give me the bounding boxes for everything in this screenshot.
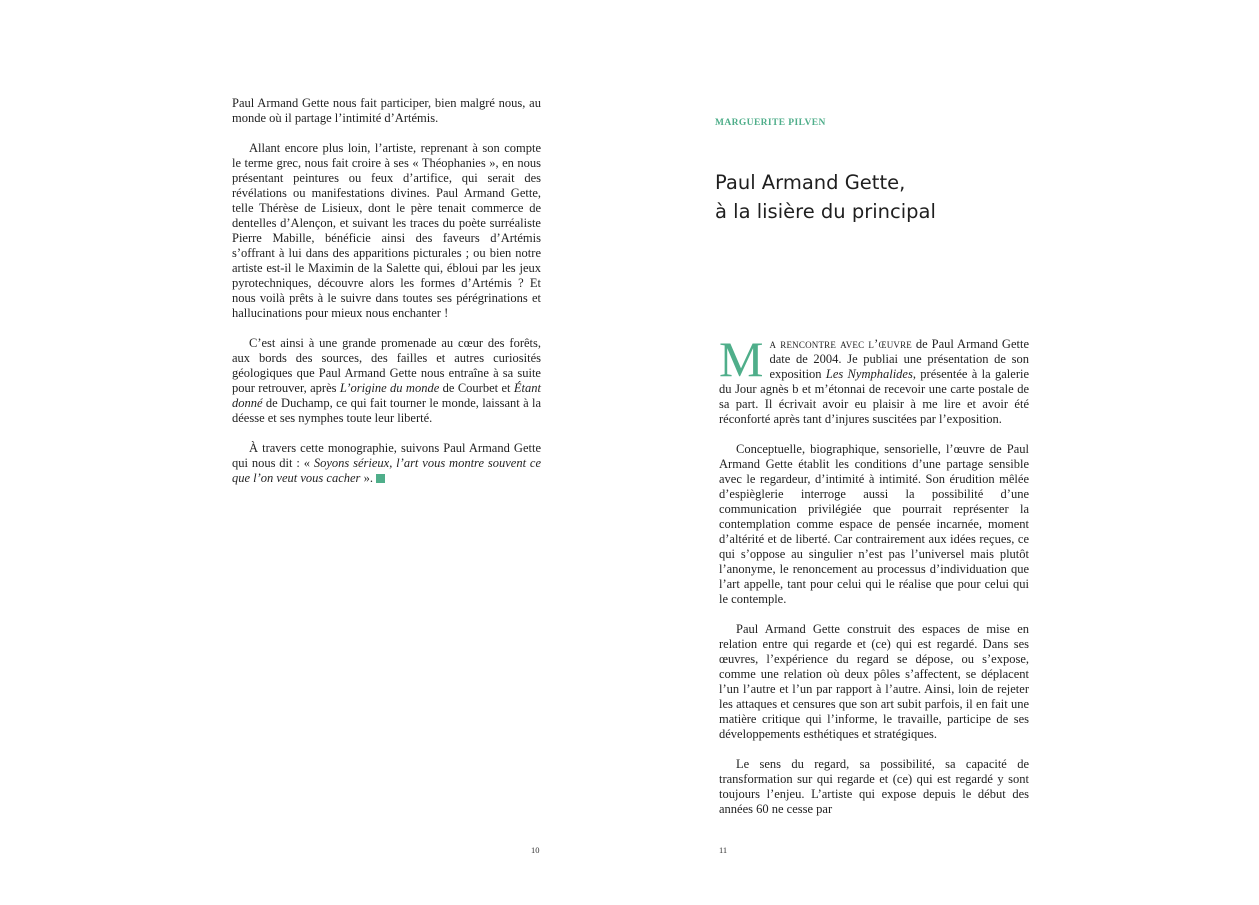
italic-text: Les Nymphalides: [825, 367, 913, 381]
opening-small-caps: a rencontre avec l’œuvre: [769, 337, 912, 351]
body-paragraph: [232, 141, 541, 321]
author-name: MARGUERITE PILVEN: [715, 118, 826, 128]
chapter-title-line-2: à la lisière du principal: [715, 200, 936, 223]
text-run: de Duchamp, ce qui fait tourner le monde, laissant à la déesse et ses nymphes toute leur liberté.: [232, 396, 541, 425]
body-paragraph: [232, 96, 541, 126]
text-run: Allant encore plus loin, l’artiste, reprenant à son compte le terme grec, nous fait croire à ses « Théophanies », en nous présentant peintures ou feux d’artifice, qui serait des révélations ou manifestations divines. Paul Armand Gette, telle Thérèse de Lisieux, dont le père tenait commerce de dentelles d’Alençon, et suivant les traces du poète surréaliste Pierre Mabille, bénéficie ainsi des faveurs d’Artémis s’offrant à lui dans des apparitions picturales ; ou bien notre artiste est-il le Maximin de la Salette qui, ébloui par les jeux pyrotechniques, découvre alors les formes d’Artémis ? Et nous voilà prêts à le suivre dans toutes ses pérégrinations et hallucinations pour mieux nous enchanter !: [232, 141, 541, 320]
body-paragraph: [232, 441, 541, 486]
body-paragraph: [719, 442, 1029, 607]
text-run: , présentée à la galerie du Jour agnès b et m’étonnai de recevoir une carte postale de sa part. Il écrivait avoir eu plaisir à me lire et avoir été réconforté après tant d’injures suscitées par l’exposition.: [719, 367, 1030, 426]
right-body-text: [719, 331, 1030, 832]
body-paragraph: [232, 336, 541, 426]
text-run: Conceptuelle, biographique, sensorielle, l’œuvre de Paul Armand Gette établit les conditions d’une partage sensible avec le regardeur, d’intimité à intimité. Son érudition mêlée d’espièglerie interroge aussi la possibilité d’une communication privilégiée que pourrait représenter la contemplation comme espace de pensée incarnée, moment d’altérité et de liberté. Car contrairement aux idées reçues, ce qui s’oppose au singulier n’est pas l’universel mais plutôt l’anonyme, le renoncement au processus d’individuation que l’art appelle, tant pour celui qui le réalise que pour celui qui le contemple.: [719, 442, 1029, 606]
text-run: Paul Armand Gette construit des espaces de mise en relation entre qui regarde et (ce) qui est regardé. Dans ses œuvres, l’expérience du regard se dépose, ou s’expose, comme une relation où deux pôles s’affectent, se déplacent l’un l’autre et l’un par rapport à l’autre. Ainsi, loin de rejeter les attaques et censures que son art subit parfois, il en fait une matière critique qui l’informe, le travaille, participe de ses développements esthétiques et stratégiques.: [719, 622, 1029, 741]
left-page: [0, 0, 629, 905]
end-of-text-square-icon: [376, 474, 385, 483]
text-run: Paul Armand Gette nous fait participer, bien malgré nous, au monde où il partage l’intimité d’Artémis.: [232, 96, 541, 125]
chapter-title: [715, 168, 1075, 226]
page-number-right: 11: [719, 845, 728, 855]
body-paragraph: [719, 757, 1029, 817]
text-run: Le sens du regard, sa possibilité, sa capacité de transformation sur qui regarde et (ce) qui est regardé y sont toujours l’enjeu. L’artiste qui expose depuis le début des années 60 ne cesse par: [719, 757, 1029, 816]
chapter-title-line-1: Paul Armand Gette,: [715, 171, 906, 194]
text-run: de Paul Armand Gette date de 2004. Je publiai une présentation de son exposition: [769, 337, 1029, 381]
body-paragraph: [719, 622, 1029, 742]
page-number-left: 10: [531, 845, 540, 855]
italic-text: Étant donné: [232, 381, 542, 410]
drop-cap: M: [719, 331, 764, 387]
opening-paragraph: [719, 331, 1030, 427]
left-body-text: [232, 96, 541, 501]
text-run: C’est ainsi à une grande promenade au cœur des forêts, aux bords des sources, des failles et autres curiosités géologiques que Paul Armand Gette nous entraîne à sa suite pour retrouver, après: [232, 336, 541, 395]
text-run: de Courbet et: [439, 381, 514, 395]
italic-text: Soyons sérieux, l’art vous montre souvent ce que l’on veut vous cacher: [232, 456, 541, 485]
text-run: ».: [360, 471, 373, 485]
right-page: [629, 0, 1259, 905]
italic-text: L’origine du monde: [339, 381, 440, 395]
text-run: À travers cette monographie, suivons Paul Armand Gette qui nous dit : «: [232, 441, 541, 470]
